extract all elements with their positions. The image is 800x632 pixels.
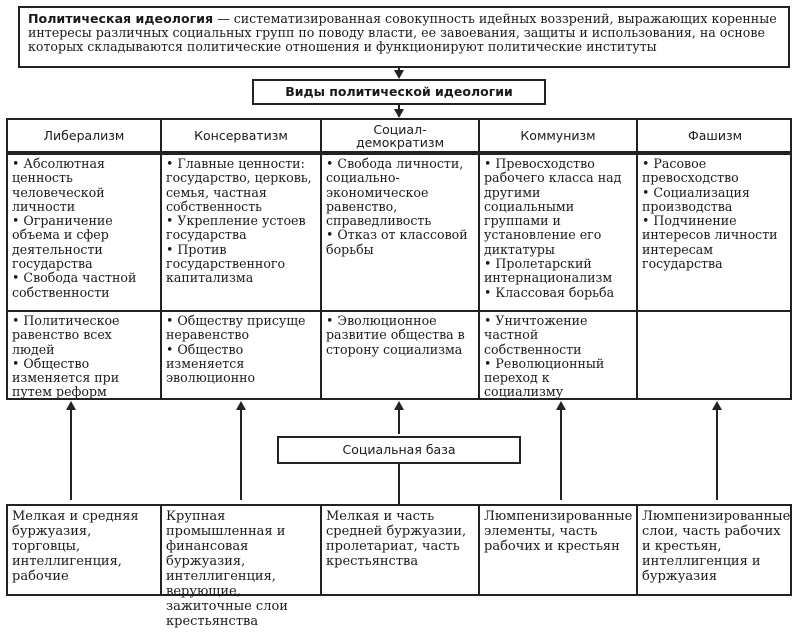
arrow-head-up-communism bbox=[556, 401, 566, 410]
column-header-communism: Коммунизм bbox=[480, 120, 636, 153]
feature-item: • Социализация производства bbox=[642, 184, 750, 214]
column-header-social-democratism bbox=[322, 120, 478, 153]
feature-item: • Абсолютная ценность человеческой личности bbox=[12, 156, 105, 214]
feature-item: • Подчинение интересов личности интересам государства bbox=[642, 213, 778, 272]
arrow-head-up-conservatism bbox=[236, 401, 246, 410]
feature-item: • Свобода частной собственности bbox=[12, 270, 137, 300]
features-liberalism bbox=[8, 155, 160, 310]
column-header-social-democratism-label: Социал-демократизм bbox=[355, 121, 445, 150]
feature-item: • Главные ценности: государство, церковь, семья, частная собственность bbox=[166, 156, 312, 214]
feature-item: • Против государственного капитализма bbox=[166, 241, 286, 286]
social-bases-row bbox=[6, 504, 792, 629]
ideology-grid bbox=[6, 118, 792, 400]
definition-text: — систематизированная совокупность идейных воззрений, выражающих коренные интересы различных социальных групп по поводу власти, ее завоевания, защиты и использования, на основе которых складываются политические отношения и функционируют политические институты bbox=[28, 11, 777, 54]
social-base-social-democratism: Мелкая и часть средней буржуазии, пролетариат, часть крестьянства bbox=[326, 509, 467, 569]
arrow-head-types-to-grid bbox=[394, 109, 404, 118]
method-item: • Общество изменяется при путем реформ bbox=[12, 355, 120, 400]
feature-item: • Превосходство рабочего класса над другими социальными группами и установление его диктатуры bbox=[484, 156, 622, 257]
method-item: • Эволюционное развитие общества в сторону социализма bbox=[326, 313, 465, 357]
arrow-up-conservatism bbox=[240, 408, 242, 500]
arrow-up-fascism bbox=[716, 408, 718, 500]
feature-item: • Классовая борьба bbox=[484, 284, 615, 300]
column-header-liberalism: Либерализм bbox=[8, 120, 160, 153]
method-item: • Уничтожение частной собственности bbox=[484, 313, 588, 357]
methods-liberalism bbox=[8, 312, 160, 398]
feature-item: • Расовое превосходство bbox=[642, 156, 739, 186]
methods-communism bbox=[480, 312, 636, 398]
social-base-communism: Люмпенизированные элементы, часть рабочих и крестьян bbox=[484, 509, 633, 554]
definition-box bbox=[18, 6, 790, 68]
arrow-up-liberalism bbox=[70, 408, 72, 500]
method-item: • Общество изменяется эволюционно bbox=[166, 341, 256, 386]
features-fascism bbox=[638, 155, 792, 310]
social-base-title: Социальная база bbox=[277, 436, 521, 464]
features-conservatism bbox=[162, 155, 320, 310]
features-communism bbox=[480, 155, 636, 310]
arrow-head-up-liberalism bbox=[66, 401, 76, 410]
social-base-liberalism: Мелкая и средняя буржуазия, торговцы, интеллигенция, рабочие bbox=[12, 509, 139, 584]
methods-social-democratism bbox=[322, 312, 478, 398]
method-item: • Обществу присуще неравенство bbox=[166, 313, 306, 343]
feature-item: • Укрепление устоев государства bbox=[166, 213, 306, 243]
feature-item: • Отказ от классовой борьбы bbox=[326, 227, 468, 257]
methods-conservatism bbox=[162, 312, 320, 398]
base-to-bottom-line bbox=[398, 464, 400, 504]
feature-item: • Ограничение объема и сфер деятельности государства bbox=[12, 213, 113, 272]
social-base-fascism: Люмпенизированные слои, часть рабочих и крестьян, интеллигенция и буржуазия bbox=[642, 509, 791, 584]
arrow-up-social-democratism bbox=[398, 408, 400, 434]
method-item: • Революционный переход к социализму bbox=[484, 355, 605, 400]
features-social-democratism bbox=[322, 155, 478, 310]
social-base-conservatism: Крупная промышленная и финансовая буржуазия, интеллигенция, верующие, зажиточные слои крестьянства bbox=[166, 509, 288, 629]
column-header-conservatism: Консерватизм bbox=[162, 120, 320, 153]
feature-item: • Свобода личности, социально-экономическое равенство, справедливость bbox=[326, 156, 464, 229]
method-item: • Политическое равенство всех людей bbox=[12, 313, 120, 357]
methods-fascism bbox=[638, 312, 792, 398]
arrow-head-up-social-democratism bbox=[394, 401, 404, 410]
types-title: Виды политической идеологии bbox=[252, 79, 546, 105]
feature-item: • Пролетарский интернационализм bbox=[484, 256, 613, 286]
column-header-fascism: Фашизм bbox=[638, 120, 792, 153]
arrow-up-communism bbox=[560, 408, 562, 500]
arrow-head-definition-to-types bbox=[394, 70, 404, 79]
definition-term: Политическая идеология bbox=[28, 11, 214, 26]
arrow-head-up-fascism bbox=[712, 401, 722, 410]
